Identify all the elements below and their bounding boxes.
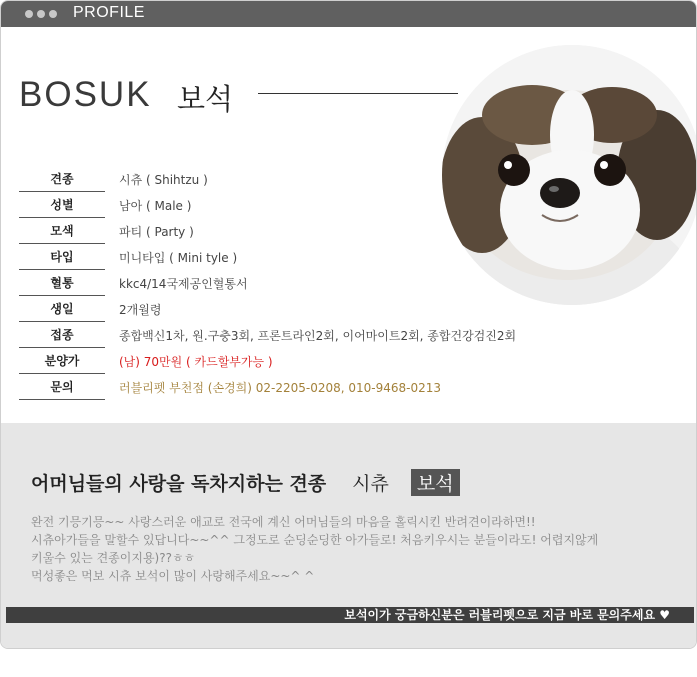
- info-value: 미니타입 ( Mini tyle ): [119, 251, 238, 265]
- cta-text: 보석이가 궁금하신분은 러블리펫으로 지금 바로 문의주세요 ♥: [344, 608, 670, 622]
- info-row-breed: [19, 167, 619, 193]
- info-label: 모색: [19, 219, 105, 244]
- cta-bar: [6, 607, 694, 623]
- dot-icon: [25, 10, 33, 18]
- promo-panel: [1, 423, 696, 649]
- promo-description: [31, 513, 671, 585]
- desc-line: 완전 기믕기믕~~ 사랑스러운 애교로 전국에 계신 어머님들의 마음을 홀릭시킨 반려견이라하면!!: [31, 515, 536, 529]
- info-label: 문의: [19, 375, 105, 400]
- pet-name-english: BOSUK: [19, 75, 152, 114]
- info-label: 분양가: [19, 349, 105, 374]
- header-dots: [25, 10, 57, 18]
- info-value: 남아 ( Male ): [119, 199, 192, 213]
- info-value-price: (남) 70만원 ( 카드할부가능 ): [119, 355, 273, 369]
- dot-icon: [37, 10, 45, 18]
- info-value: 파티 ( Party ): [119, 225, 194, 239]
- info-row-pedigree: [19, 271, 619, 297]
- info-row-price: [19, 349, 619, 375]
- promo-headline: [31, 469, 460, 496]
- info-value: kkc4/14국제공인혈통서: [119, 277, 248, 291]
- info-value: 2개월령: [119, 303, 162, 317]
- pet-name-korean: 보석: [177, 82, 234, 116]
- dot-icon: [49, 10, 57, 18]
- info-row-contact: [19, 375, 619, 401]
- info-label: 혈통: [19, 271, 105, 296]
- promo-name-tag: 보석: [411, 469, 460, 496]
- desc-line: 먹성좋은 먹보 시츄 보석이 많이 사랑해주세요~~^ ^: [31, 569, 315, 583]
- promo-breed: 시츄: [352, 473, 389, 495]
- info-label: 생일: [19, 297, 105, 322]
- info-label: 견종: [19, 167, 105, 192]
- info-row-type: [19, 245, 619, 271]
- desc-line: 시츄아가들을 말할수 있답니다~~^^ 그정도로 순딩순딩한 아가들로! 처음키우시는 분들이라도! 어렵지않게: [31, 533, 599, 547]
- info-label: 타입: [19, 245, 105, 270]
- promo-headline-text: 어머님들의 사랑을 독차지하는 견종: [31, 473, 327, 495]
- info-value: 시츄 ( Shihtzu ): [119, 173, 208, 187]
- info-value: 종합백신1차, 원.구충3회, 프론트라인2회, 이어마이트2회, 종합건강검진2회: [119, 329, 517, 343]
- info-row-birth: [19, 297, 619, 323]
- info-row-vaccination: [19, 323, 619, 349]
- desc-line: 키울수 있는 견종이지용)??ㅎㅎ: [31, 551, 196, 565]
- info-label: 성별: [19, 193, 105, 218]
- profile-header: [1, 1, 696, 27]
- name-divider: [258, 93, 458, 94]
- info-value-contact: 러블리펫 부천점 (손경희) 02-2205-0208, 010-9468-0213: [119, 381, 442, 395]
- header-title: PROFILE: [73, 4, 145, 21]
- info-label: 접종: [19, 323, 105, 348]
- info-table: [19, 167, 619, 401]
- info-row-coat: [19, 219, 619, 245]
- info-row-gender: [19, 193, 619, 219]
